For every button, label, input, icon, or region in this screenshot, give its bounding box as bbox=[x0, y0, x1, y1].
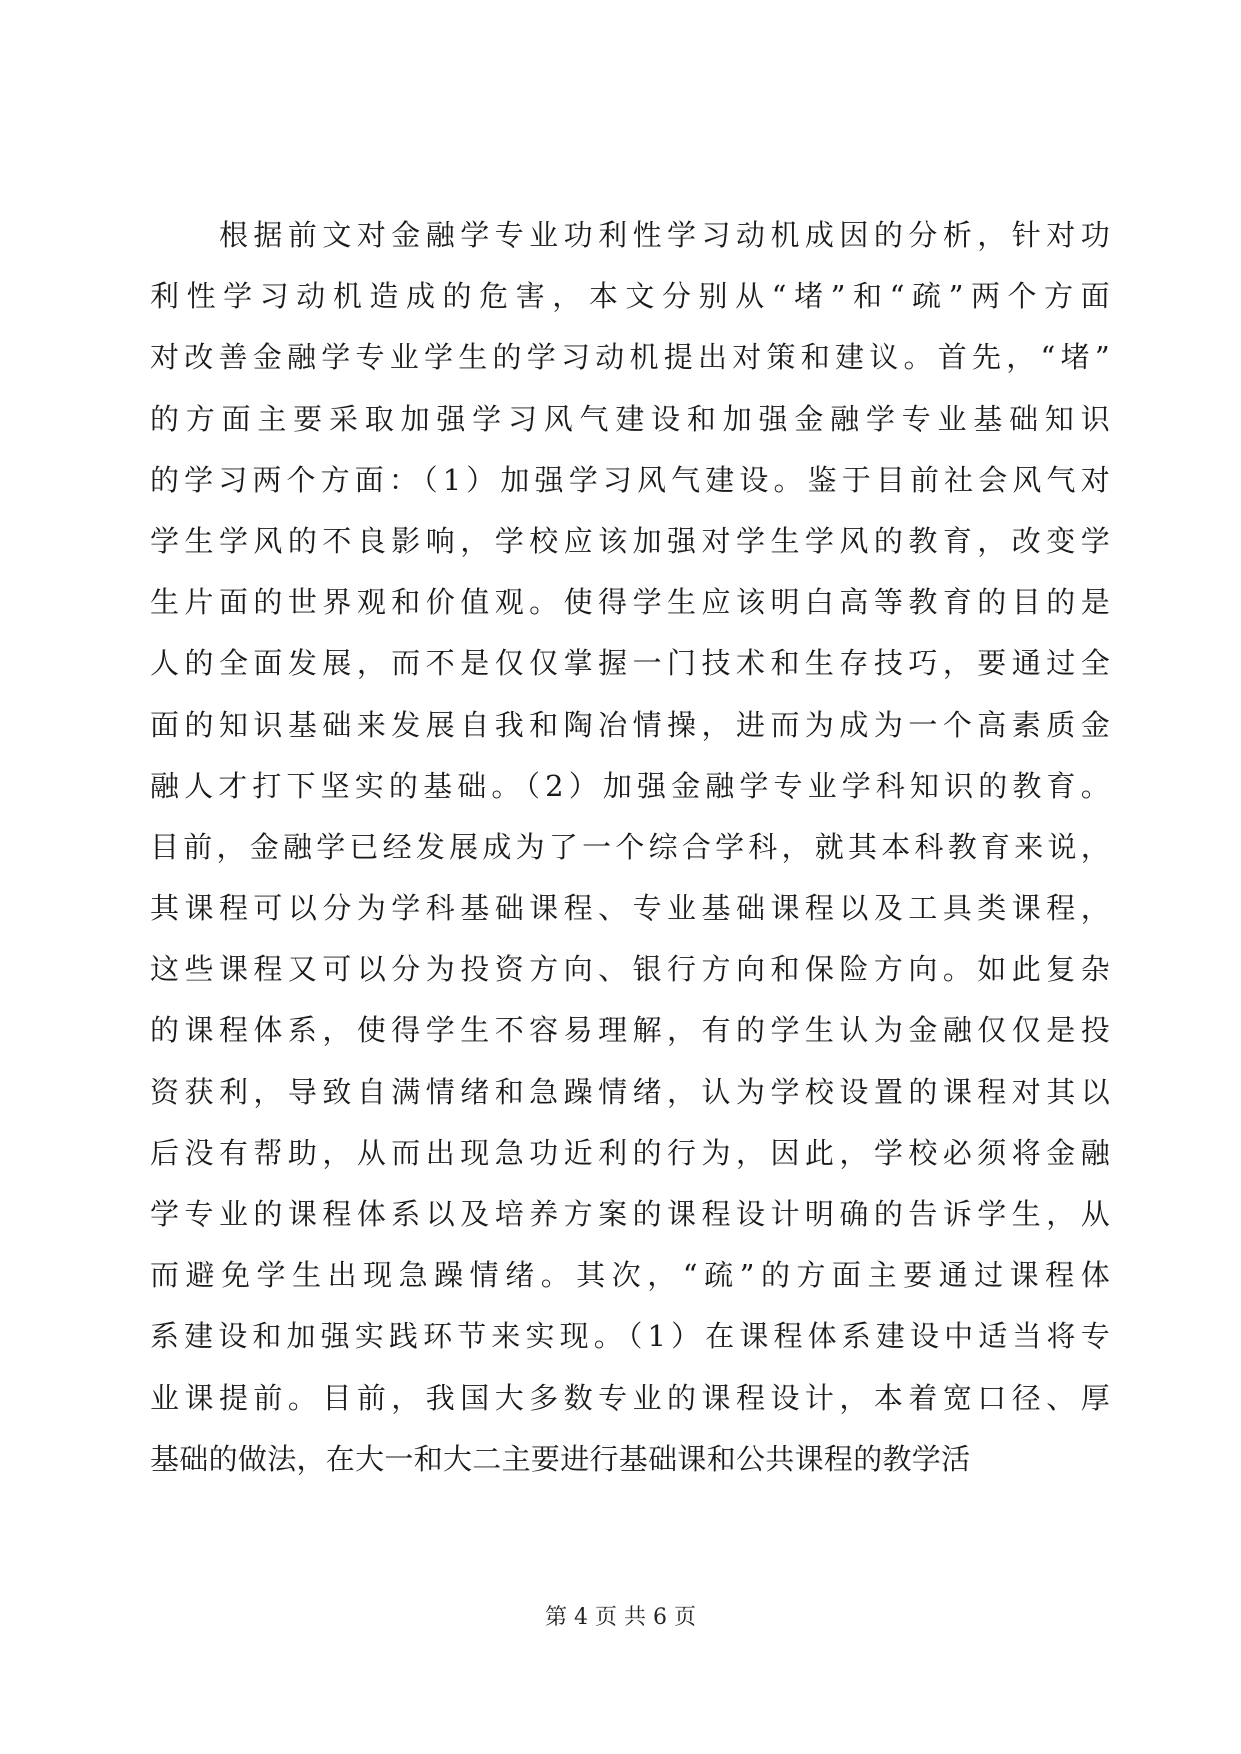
text-line: 而避免学生出现急躁情绪。其次，“疏”的方面主要通过课程体 bbox=[150, 1258, 1110, 1293]
text-line: 目前，金融学已经发展成为了一个综合学科，就其本科教育来说， bbox=[150, 829, 1110, 864]
text-line: 后没有帮助，从而出现急功近利的行为，因此，学校必须将金融 bbox=[150, 1135, 1110, 1170]
page-number-footer: 第 4 页 共 6 页 bbox=[545, 1605, 696, 1630]
text-line: 系建设和加强实践环节来实现。（1）在课程体系建设中适当将专 bbox=[150, 1319, 1110, 1354]
text-line: 其课程可以分为学科基础课程、专业基础课程以及工具类课程， bbox=[150, 891, 1110, 926]
text-line: 的课程体系，使得学生不容易理解，有的学生认为金融仅仅是投 bbox=[150, 1013, 1110, 1048]
text-line: 利性学习动机造成的危害，本文分别从“堵”和“疏”两个方面 bbox=[150, 279, 1110, 314]
text-line: 基础的做法，在大一和大二主要进行基础课和公共课程的教学活 bbox=[150, 1441, 971, 1476]
text-line: 人的全面发展，而不是仅仅掌握一门技术和生存技巧，要通过全 bbox=[150, 646, 1110, 681]
text-line: 的方面主要采取加强学习风气建设和加强金融学专业基础知识 bbox=[150, 401, 1110, 436]
text-line: 对改善金融学专业学生的学习动机提出对策和建议。首先，“堵” bbox=[150, 340, 1110, 375]
text-line: 根据前文对金融学专业功利性学习动机成因的分析，针对功 bbox=[150, 218, 1110, 252]
text-line: 融人才打下坚实的基础。（2）加强金融学专业学科知识的教育。 bbox=[150, 768, 1110, 803]
text-line: 学专业的课程体系以及培养方案的课程设计明确的告诉学生，从 bbox=[150, 1197, 1110, 1231]
text-line: 业课提前。目前，我国大多数专业的课程设计，本着宽口径、厚 bbox=[150, 1380, 1110, 1415]
text-line: 资获利，导致自满情绪和急躁情绪，认为学校设置的课程对其以 bbox=[150, 1074, 1110, 1109]
text-line: 的学习两个方面：（1）加强学习风气建设。鉴于目前社会风气对 bbox=[150, 462, 1110, 497]
text-line: 这些课程又可以分为投资方向、银行方向和保险方向。如此复杂 bbox=[150, 952, 1110, 987]
text-line: 学生学风的不良影响，学校应该加强对学生学风的教育，改变学 bbox=[150, 523, 1110, 558]
text-line: 面的知识基础来发展自我和陶冶情操，进而为成为一个高素质金 bbox=[150, 707, 1110, 742]
text-line: 生片面的世界观和价值观。使得学生应该明白高等教育的目的是 bbox=[150, 585, 1110, 620]
body-paragraph bbox=[150, 205, 1110, 1490]
